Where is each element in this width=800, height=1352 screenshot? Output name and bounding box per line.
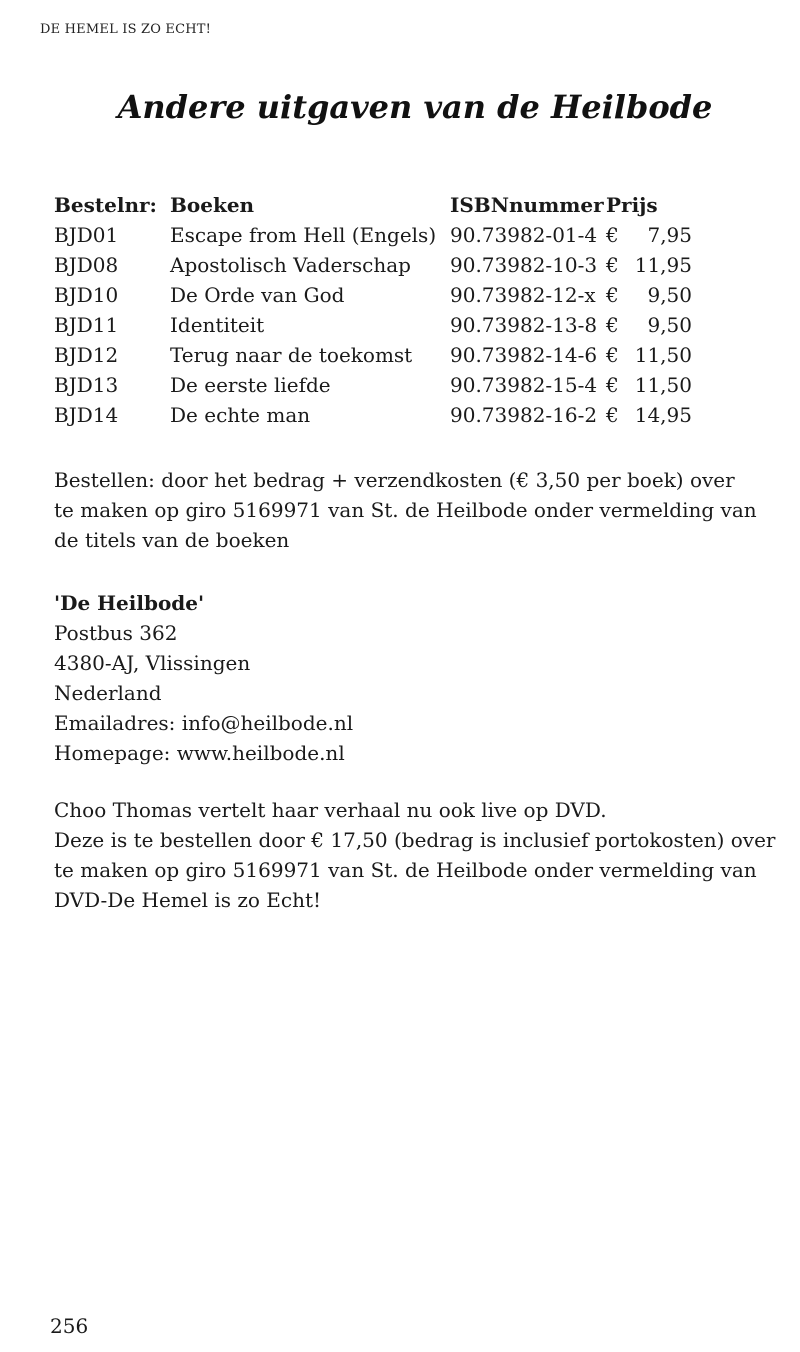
book-code: BJD13 [54,373,119,397]
book-isbn: 90.73982-16-2 [450,403,598,427]
price-amount: 9,50 [647,313,692,337]
order-line: Bestellen: door het bedrag + verzendkosten (€ 3,50 per boek) over [54,468,735,492]
price-amount: 11,50 [634,343,692,367]
book-title: Apostolisch Vaderschap [170,253,411,277]
book-code: BJD01 [54,223,119,247]
table-header-row [54,190,714,220]
currency-symbol: € [606,253,619,277]
table-row [54,370,714,400]
book-price [606,280,714,310]
price-amount: 11,95 [634,253,692,277]
order-instructions [54,465,764,555]
order-line: te maken op giro 5169971 van St. de Heilbode onder vermelding van [54,498,757,522]
table-row [54,220,714,250]
book-code: BJD10 [54,283,119,307]
dvd-line: Choo Thomas vertelt haar verhaal nu ook live op DVD. [54,798,607,822]
column-header-title: Boeken [170,193,255,217]
publisher-name: 'De Heilbode' [54,591,205,615]
table-row [54,250,714,280]
currency-symbol: € [606,373,619,397]
address-line: Nederland [54,681,162,705]
address-line: Postbus 362 [54,621,178,645]
book-code: BJD08 [54,253,119,277]
dvd-line: DVD-De Hemel is zo Echt! [54,888,322,912]
book-isbn: 90.73982-13-8 [450,313,598,337]
book-isbn: 90.73982-15-4 [450,373,598,397]
column-header-code: Bestelnr: [54,193,157,217]
email-line: Emailadres: info@heilbode.nl [54,711,354,735]
dvd-line: te maken op giro 5169971 van St. de Heilbode onder vermelding van [54,858,757,882]
price-amount: 11,50 [634,373,692,397]
currency-symbol: € [606,283,619,307]
dvd-line: Deze is te bestellen door € 17,50 (bedrag is inclusief portokosten) over [54,828,776,852]
dvd-notice [54,795,784,915]
homepage-line: Homepage: www.heilbode.nl [54,741,345,765]
book-isbn: 90.73982-10-3 [450,253,598,277]
column-header-price: Prijs [606,193,658,217]
book-price [606,370,714,400]
book-price [606,400,714,430]
book-code: BJD11 [54,313,119,337]
book-code: BJD12 [54,343,119,367]
price-amount: 9,50 [647,283,692,307]
book-title: Escape from Hell (Engels) [170,223,437,247]
page-title: Andere uitgaven van de Heilbode [117,88,713,126]
publisher-address [54,588,353,768]
address-line: 4380-AJ, Vlissingen [54,651,251,675]
price-amount: 14,95 [634,403,692,427]
book-title: Identiteit [170,313,265,337]
order-line: de titels van de boeken [54,528,290,552]
currency-symbol: € [606,313,619,337]
table-row [54,400,714,430]
book-price [606,340,714,370]
currency-symbol: € [606,223,619,247]
book-title: Terug naar de toekomst [170,343,413,367]
book-title: De Orde van God [170,283,345,307]
book-code: BJD14 [54,403,119,427]
book-price [606,220,714,250]
column-header-isbn: ISBNnummer [450,193,604,217]
book-price [606,310,714,340]
book-isbn: 90.73982-14-6 [450,343,598,367]
currency-symbol: € [606,343,619,367]
book-isbn: 90.73982-12-x [450,283,596,307]
table-row [54,280,714,310]
table-row [54,340,714,370]
book-title: De echte man [170,403,311,427]
book-title: De eerste liefde [170,373,331,397]
book-price [606,250,714,280]
running-head: DE HEMEL IS ZO ECHT! [40,22,212,37]
currency-symbol: € [606,403,619,427]
price-amount: 7,95 [647,223,692,247]
books-table [54,190,714,430]
page-number: 256 [50,1314,89,1338]
table-row [54,310,714,340]
book-isbn: 90.73982-01-4 [450,223,598,247]
